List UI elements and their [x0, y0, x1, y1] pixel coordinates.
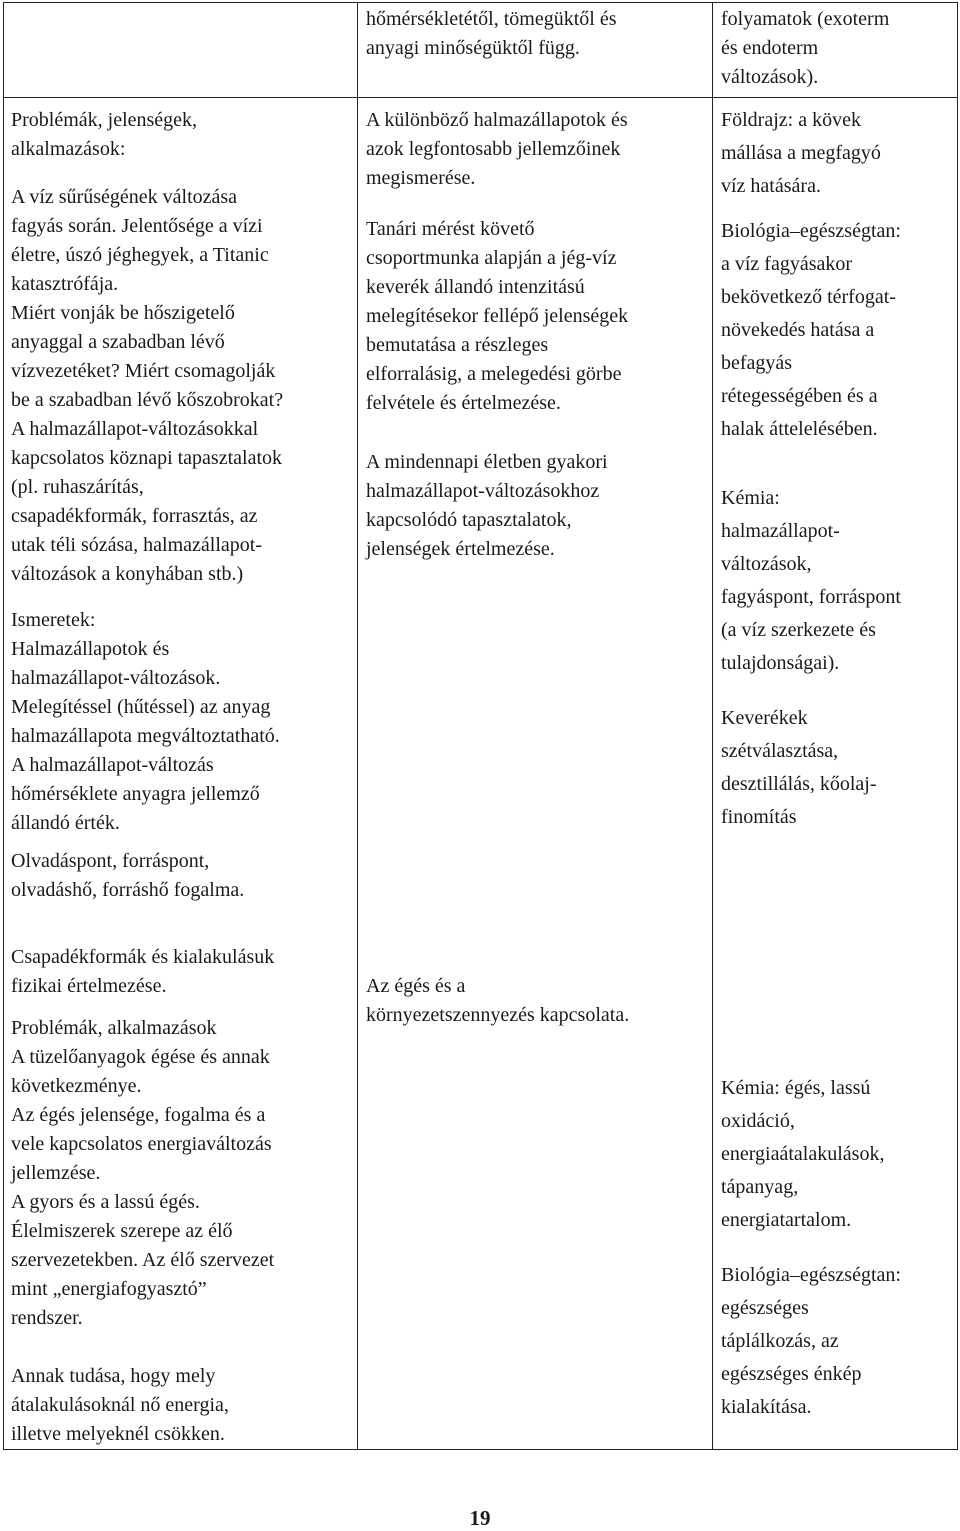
text-line: energiaátalakulások,: [721, 1143, 885, 1165]
text-line: életre, úszó jéghegyek, a Titanic: [11, 244, 269, 266]
text-line: elforralásig, a melegedési görbe: [366, 363, 622, 385]
text-line: bemutatása a részleges: [366, 334, 549, 356]
text-line: szervezetekben. Az élő szervezet: [11, 1249, 275, 1271]
text-line: halmazállapot-: [721, 520, 840, 542]
text-line: A gyors és a lassú égés.: [11, 1191, 200, 1213]
text-line: kapcsolódó tapasztalatok,: [366, 509, 572, 531]
text-line: egészséges énkép: [721, 1363, 862, 1385]
text-line: halmazállapot-változások.: [11, 667, 221, 689]
text-line: szétválasztása,: [721, 740, 839, 762]
text-line: anyaggal a szabadban lévő: [11, 331, 225, 353]
row2-col2-activities: [366, 106, 711, 564]
text-line: olvadáshő, forráshő fogalma.: [11, 879, 245, 901]
text-line: tápanyag,: [721, 1176, 799, 1198]
text-line: jelenségek értelmezése.: [366, 538, 555, 560]
text-line: Csapadékformák és kialakulásuk: [11, 946, 275, 968]
text-line: Halmazállapotok és: [11, 638, 170, 660]
text-line: csoportmunka alapján a jég-víz: [366, 247, 617, 269]
text-line: következménye.: [11, 1075, 142, 1097]
text-line: A halmazállapot-változásokkal: [11, 418, 259, 440]
text-line: illetve melyeknél csökken.: [11, 1423, 225, 1445]
row2-col1-problems-knowledge: [11, 106, 356, 905]
text-line: vízvezetéket? Miért csomagolják: [11, 360, 276, 382]
text-line: csapadékformák, forrasztás, az: [11, 505, 258, 527]
text-line: be a szabadban lévő kőszobrokat?: [11, 389, 284, 411]
text-line: átalakulásoknál nő energia,: [11, 1394, 229, 1416]
text-line: befagyás: [721, 352, 793, 374]
text-line: mint „energiafogyasztó”: [11, 1278, 207, 1300]
text-line: hőmérsékletétől, tömegüktől és: [366, 8, 617, 30]
text-line: felvétele és értelmezése.: [366, 392, 561, 414]
text-line: desztillálás, kőolaj-: [721, 773, 877, 795]
text-line: Annak tudása, hogy mely: [11, 1365, 216, 1387]
table-border-top: [3, 2, 958, 3]
text-line: A mindennapi életben gyakori: [366, 451, 608, 473]
text-line: fizikai értelmezése.: [11, 975, 167, 997]
table-border-left: [3, 2, 4, 1450]
row2-col3-connections: [721, 104, 953, 834]
row2-col2-combustion: [366, 972, 711, 1030]
text-line: katasztrófája.: [11, 273, 119, 295]
text-line: A különböző halmazállapotok és: [366, 109, 628, 131]
text-line: Kémia:: [721, 487, 780, 509]
text-line: mállása a megfagyó: [721, 142, 881, 164]
text-line: jellemzése.: [11, 1162, 101, 1184]
section-heading: Problémák, alkalmazások: [11, 1017, 217, 1039]
text-line: vele kapcsolatos energiaváltozás: [11, 1133, 272, 1155]
text-line: utak téli sózása, halmazállapot-: [11, 534, 263, 556]
text-line: rendszer.: [11, 1307, 83, 1329]
row2-col1-combustion: [11, 943, 356, 1449]
text-line: kialakítása.: [721, 1396, 812, 1418]
text-line: táplálkozás, az: [721, 1330, 839, 1352]
text-line: bekövetkező térfogat-: [721, 286, 896, 308]
text-line: növekedés hatása a: [721, 319, 875, 341]
text-line: oxidáció,: [721, 1110, 795, 1132]
text-line: változások).: [721, 66, 819, 88]
text-line: környezetszennyezés kapcsolata.: [366, 1004, 630, 1026]
text-line: Melegítéssel (hűtéssel) az anyag: [11, 696, 271, 718]
row2-col3-combustion-links: [721, 1072, 953, 1424]
text-line: energiatartalom.: [721, 1209, 852, 1231]
text-line: Problémák, jelenségek,: [11, 109, 198, 131]
row-divider: [3, 97, 958, 98]
text-line: (pl. ruhaszárítás,: [11, 476, 144, 498]
column-divider-2: [712, 2, 713, 1450]
text-line: a víz fagyásakor: [721, 253, 853, 275]
text-line: finomítás: [721, 806, 797, 828]
text-line: víz hatására.: [721, 175, 821, 197]
text-line: halak áttelelésében.: [721, 418, 878, 440]
table-border-right: [957, 2, 958, 1450]
section-heading: Ismeretek:: [11, 609, 96, 631]
text-line: változások a konyhában stb.): [11, 563, 244, 585]
text-line: rétegességében és a: [721, 385, 878, 407]
text-line: A víz sűrűségének változása: [11, 186, 238, 208]
text-line: keverék állandó intenzitású: [366, 276, 585, 298]
text-line: állandó érték.: [11, 812, 120, 834]
text-line: Élelmiszerek szerepe az élő: [11, 1220, 233, 1242]
text-line: Miért vonják be hőszigetelő: [11, 302, 235, 324]
text-line: anyagi minőségüktől függ.: [366, 37, 580, 59]
row1-col3-cell: [721, 5, 953, 92]
text-line: kapcsolatos köznapi tapasztalatok: [11, 447, 283, 469]
text-line: A tüzelőanyagok égése és annak: [11, 1046, 270, 1068]
text-line: Biológia–egészségtan:: [721, 220, 901, 242]
row1-col2-cell: [366, 5, 711, 63]
text-line: melegítésekor fellépő jelenségek: [366, 305, 629, 327]
text-line: folyamatok (exoterm: [721, 8, 890, 30]
table-border-bottom: [3, 1449, 958, 1450]
text-line: Földrajz: a kövek: [721, 109, 861, 131]
text-line: azok legfontosabb jellemzőinek: [366, 138, 621, 160]
column-divider-1: [357, 2, 358, 1450]
text-line: és endoterm: [721, 37, 819, 59]
text-line: Olvadáspont, forráspont,: [11, 850, 210, 872]
text-line: egészséges: [721, 1297, 809, 1319]
text-line: változások,: [721, 553, 812, 575]
text-line: fagyáspont, forráspont: [721, 586, 901, 608]
text-line: Az égés jelensége, fogalma és a: [11, 1104, 266, 1126]
text-line: Az égés és a: [366, 975, 466, 997]
text-line: hőmérséklete anyagra jellemző: [11, 783, 260, 805]
text-line: Biológia–egészségtan:: [721, 1264, 901, 1286]
text-line: halmazállapota megváltoztatható.: [11, 725, 280, 747]
text-line: Keverékek: [721, 707, 808, 729]
text-line: alkalmazások:: [11, 138, 126, 160]
text-line: tulajdonságai).: [721, 652, 840, 674]
text-line: (a víz szerkezete és: [721, 619, 876, 641]
text-line: A halmazállapot-változás: [11, 754, 214, 776]
text-line: fagyás során. Jelentősége a vízi: [11, 215, 263, 237]
text-line: halmazállapot-változásokhoz: [366, 480, 600, 502]
page-number: 19: [469, 1506, 491, 1530]
text-line: Tanári mérést követő: [366, 218, 535, 240]
text-line: Kémia: égés, lassú: [721, 1077, 871, 1099]
text-line: megismerése.: [366, 167, 476, 189]
